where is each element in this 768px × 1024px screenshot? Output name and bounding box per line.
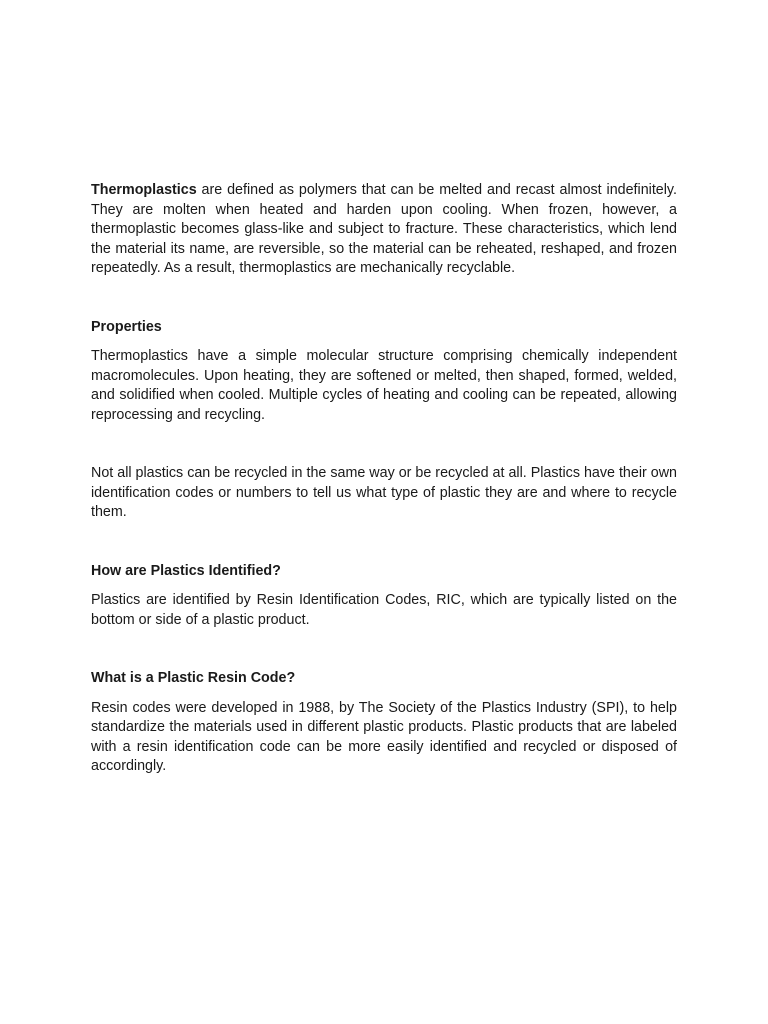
identification-paragraph: Plastics are identified by Resin Identification Codes, RIC, which are typically listed on the bottom or side of a plastic product. [91, 592, 677, 628]
identification-heading: How are Plastics Identified? [91, 562, 281, 579]
document-page [91, 181, 677, 777]
recycling-paragraph: Not all plastics can be recycled in the same way or be recycled at all. Plastics have their own identification codes or numbers to tell us what type of plastic they are and where to recycle them. [91, 465, 677, 520]
intro-text: are defined as polymers that can be melted and recast almost indefinitely. They are molten when heated and harden upon cooling. When frozen, however, a thermoplastic becomes glass-like and subject to fracture. These characteristics, which lend the material its name, are reversible, so the material can be reheated, reshaped, and frozen repeatedly. As a result, thermoplastics are mechanically recyclable. [91, 182, 677, 276]
intro-lead-term: Thermoplastics [91, 182, 197, 198]
properties-heading: Properties [91, 318, 162, 335]
resin-code-paragraph: Resin codes were developed in 1988, by The Society of the Plastics Industry (SPI), to help standardize the materials used in different plastic products. Plastic products that are labeled with a resin identification code can be more easily identified and recycled or disposed of accordingly. [91, 699, 677, 774]
resin-code-heading: What is a Plastic Resin Code? [91, 670, 296, 686]
intro-paragraph [91, 181, 677, 279]
properties-paragraph: Thermoplastics have a simple molecular structure comprising chemically independent macromolecules. Upon heating, they are softened or melted, then shaped, formed, welded, and solidified when cooled. Multiple cycles of heating and cooling can be repeated, allowing reprocessing and recycling. [91, 348, 677, 423]
